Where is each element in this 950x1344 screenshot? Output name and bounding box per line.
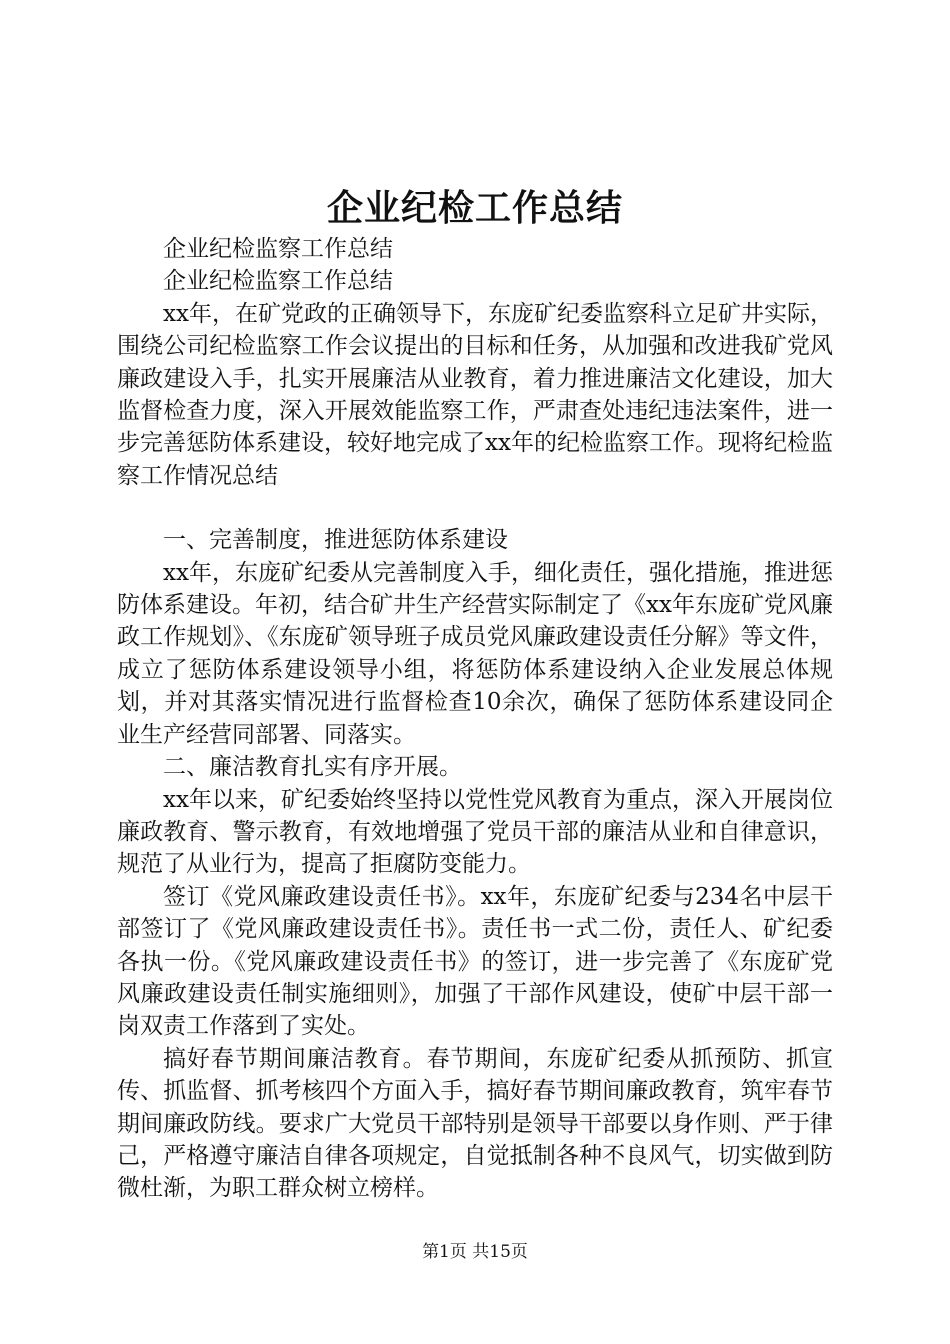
document-body bbox=[117, 233, 833, 1205]
paragraph-section-1: xx年，东庞矿纪委从完善制度入手，细化责任，强化措施，推进惩防体系建设。年初，结合矿井生产经营实际制定了《xx年东庞矿党风廉政工作规划》、《东庞矿领导班子成员党风廉政建设责任分解》等文件，成立了惩防体系建设领导小组，将惩防体系建设纳入企业发展总体规划，并对其落实情况进行监督检查10余次，确保了惩防体系建设同企业生产经营同部署、同落实。 bbox=[117, 559, 833, 748]
paragraph-subtitle-2: 企业纪检监察工作总结 bbox=[163, 268, 393, 295]
paragraph-intro: xx年，在矿党政的正确领导下，东庞矿纪委监察科立足矿井实际，围绕公司纪检监察工作会议提出的目标和任务，从加强和改进我矿党风廉政建设入手，扎实开展廉洁从业教育，着力推进廉洁文化建设，加大监督检查力度，深入开展效能监察工作，严肃查处违纪违法案件，进一步完善惩防体系建设，较好地完成了xx年的纪检监察工作。现将纪检监察工作情况总结 bbox=[117, 300, 833, 489]
paragraph-section-2: xx年以来，矿纪委始终坚持以党性党风教育为重点，深入开展岗位廉政教育、警示教育，有效地增强了党员干部的廉洁从业和自律意识，规范了从业行为，提高了拒腐防变能力。 bbox=[117, 786, 833, 878]
page-number: 第1页 共15页 bbox=[422, 1242, 528, 1262]
paragraph-gap bbox=[117, 492, 833, 524]
section-heading-2: 二、廉洁教育扎实有序开展。 bbox=[163, 754, 462, 781]
paragraph-spring-festival: 搞好春节期间廉洁教育。春节期间，东庞矿纪委从抓预防、抓宣传、抓监督、抓考核四个方面入手，搞好春节期间廉政教育，筑牢春节期间廉政防线。要求广大党员干部特别是领导干部要以身作则、严于律己，严格遵守廉洁自律各项规定，自觉抵制各种不良风气，切实做到防微杜渐，为职工群众树立榜样。 bbox=[117, 1045, 833, 1202]
paragraph-responsibility: 签订《党风廉政建设责任书》。xx年，东庞矿纪委与234名中层干部签订了《党风廉政建设责任书》。责任书一式二份，责任人、矿纪委各执一份。《党风廉政建设责任书》的签订，进一步完善了《东庞矿党风廉政建设责任制实施细则》，加强了干部作风建设，使矿中层干部一岗双责工作落到了实处。 bbox=[117, 883, 833, 1040]
document-title: 企业纪检工作总结 bbox=[326, 187, 623, 229]
paragraph-subtitle-1: 企业纪检监察工作总结 bbox=[163, 236, 393, 262]
section-heading-1: 一、完善制度，推进惩防体系建设 bbox=[163, 527, 508, 554]
